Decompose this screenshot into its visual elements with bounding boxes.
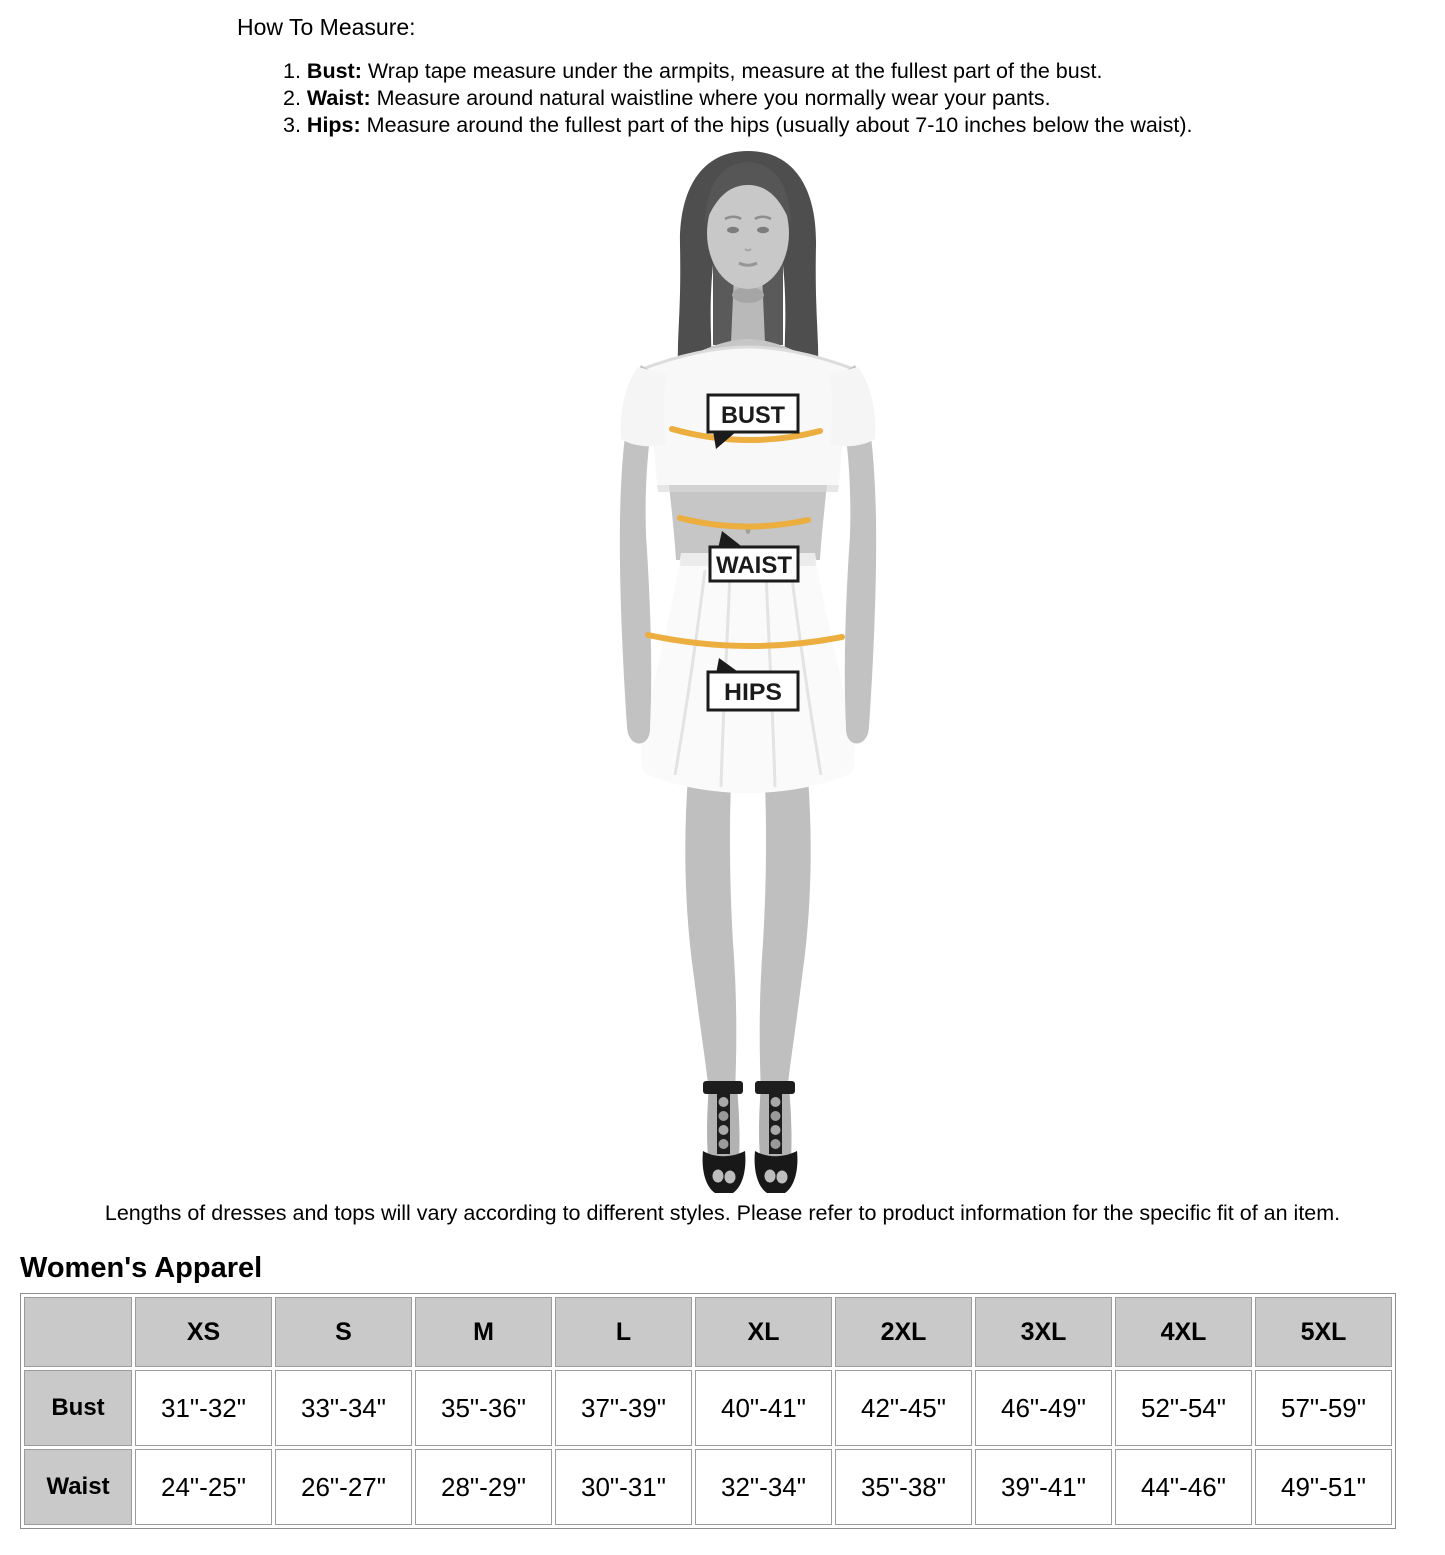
size-cell: 30"-31" [555, 1449, 692, 1525]
model-figure-illustration [575, 145, 915, 1210]
measure-step-bust [283, 58, 1193, 85]
measure-step-hips [283, 112, 1193, 139]
size-column-header: M [415, 1297, 552, 1367]
right-chain-detail [771, 1097, 781, 1107]
size-column-header: XL [695, 1297, 832, 1367]
size-column-header: S [275, 1297, 412, 1367]
size-cell: 32"-34" [695, 1449, 832, 1525]
bust-label: BUST [721, 402, 786, 429]
size-column-header: XS [135, 1297, 272, 1367]
size-cell: 46"-49" [975, 1370, 1112, 1446]
row-label: Waist [24, 1449, 132, 1525]
size-cell: 42"-45" [835, 1370, 972, 1446]
size-chart-title: Women's Apparel [20, 1252, 263, 1284]
size-column-header: 5XL [1255, 1297, 1392, 1367]
step-label: Bust: [306, 59, 362, 83]
right-chain-detail [771, 1139, 781, 1149]
how-to-measure-list [283, 58, 1193, 139]
left-toes [725, 1171, 736, 1184]
size-column-header: 2XL [835, 1297, 972, 1367]
step-number: 2. [283, 86, 301, 110]
right-eye [757, 227, 769, 233]
step-text: Wrap tape measure under the armpits, measure at the fullest part of the bust. [367, 59, 1103, 83]
right-toe-cap [755, 1151, 798, 1193]
corner-cell [24, 1297, 132, 1367]
left-toe-cap [703, 1151, 746, 1193]
left-chain-detail [719, 1139, 729, 1149]
left-sleeve [621, 367, 668, 446]
size-cell: 28"-29" [415, 1449, 552, 1525]
waist-label: WAIST [716, 552, 793, 579]
size-cell: 44"-46" [1115, 1449, 1252, 1525]
right-chain-detail [771, 1111, 781, 1121]
size-cell: 33"-34" [275, 1370, 412, 1446]
fit-note: Lengths of dresses and tops will vary according to different styles. Please refer to product information for the specific fit of an item. [104, 1201, 1341, 1225]
step-text: Measure around natural waistline where you normally wear your pants. [376, 86, 1051, 110]
how-to-measure-title: How To Measure: [237, 14, 416, 40]
step-label: Hips: [306, 113, 361, 137]
left-toes [713, 1170, 724, 1183]
right-toes [765, 1170, 776, 1183]
size-cell: 49"-51" [1255, 1449, 1392, 1525]
right-chain-detail [771, 1125, 781, 1135]
size-cell: 26"-27" [275, 1449, 412, 1525]
size-cell: 40"-41" [695, 1370, 832, 1446]
size-cell: 52"-54" [1115, 1370, 1252, 1446]
hips-label: HIPS [724, 679, 782, 706]
size-cell: 57"-59" [1255, 1370, 1392, 1446]
size-cell: 31"-32" [135, 1370, 272, 1446]
chin-shadow [732, 287, 764, 303]
size-cell: 35"-38" [835, 1449, 972, 1525]
table-row-waist [24, 1449, 1392, 1525]
step-number: 1. [283, 59, 301, 83]
table-row-bust [24, 1370, 1392, 1446]
model-figure [575, 145, 915, 1210]
left-chain-detail [719, 1097, 729, 1107]
size-chart-table [20, 1293, 1396, 1529]
size-cell: 35"-36" [415, 1370, 552, 1446]
right-toes [777, 1171, 788, 1184]
table-header-row [24, 1297, 1392, 1367]
top-hem-shadow [657, 485, 839, 492]
size-column-header: 3XL [975, 1297, 1112, 1367]
measure-step-waist [283, 85, 1193, 112]
step-number: 3. [283, 113, 301, 137]
left-chain-detail [719, 1125, 729, 1135]
right-leg [760, 777, 811, 1117]
size-column-header: 4XL [1115, 1297, 1252, 1367]
size-column-header: L [555, 1297, 692, 1367]
size-cell: 37"-39" [555, 1370, 692, 1446]
left-eye [727, 227, 739, 233]
row-label: Bust [24, 1370, 132, 1446]
size-cell: 24"-25" [135, 1449, 272, 1525]
left-chain-detail [719, 1111, 729, 1121]
step-text: Measure around the fullest part of the hips (usually about 7-10 inches below the waist). [366, 113, 1193, 137]
size-cell: 39"-41" [975, 1449, 1112, 1525]
left-leg [685, 777, 736, 1117]
step-label: Waist: [306, 86, 371, 110]
right-sleeve [828, 367, 875, 446]
